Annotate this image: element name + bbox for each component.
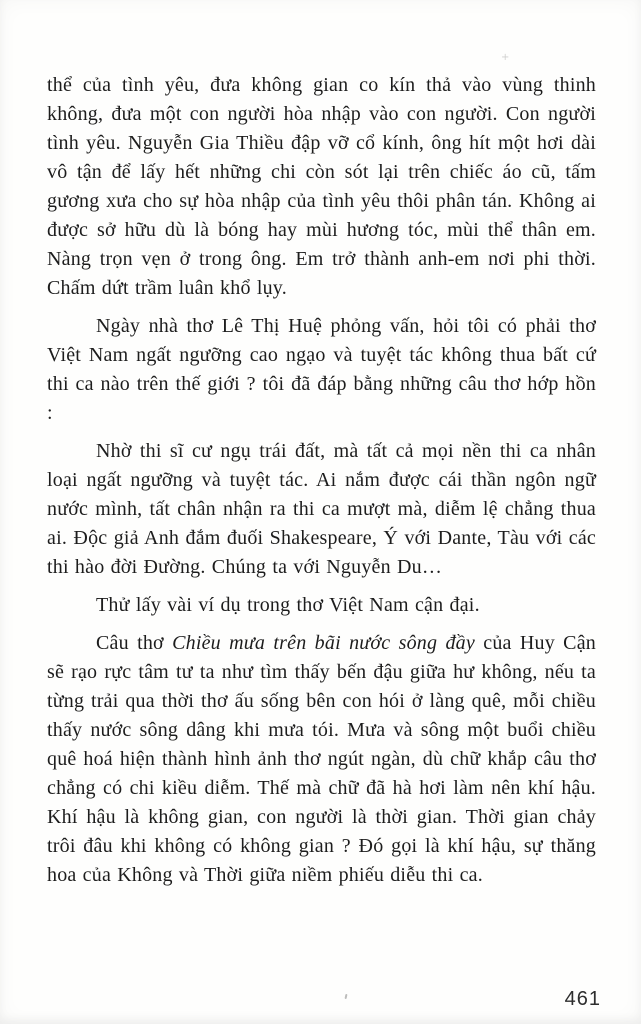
paragraph-interview: Ngày nhà thơ Lê Thị Huệ phỏng vấn, hỏi tôi có phải thơ Việt Nam ngất ngưỡng cao ngạo và tuyệt tác không thua bất cứ thi ca nào trên thế giới ? tôi đã đáp bằng những câu thơ hớp hồn : <box>47 315 596 424</box>
page-number: 461 <box>564 988 601 1010</box>
paragraph-reply: Nhờ thi sĩ cư ngụ trái đất, mà tất cả mọi nền thi ca nhân loại ngất ngưỡng và tuyệt tác. Ai nắm được cái thần ngôn ngữ nước mình, tất chân nhận ra thi ca mượt mà, diễm lệ chẳng thua ai. Độc giả Anh đắm đuối Shakespeare, Ý với Dante, Tàu với các thi hào đời Đường. Chúng ta với Nguyễn Du… <box>47 440 596 578</box>
paragraph-continuation: thể của tình yêu, đưa không gian co kín thả vào vùng thinh không, đưa một con người hòa nhập vào con người. Con người tình yêu. Nguyễn Gia Thiều đập vỡ cổ kính, ông hít một hơi dài vô tận để lấy hết những chi còn sót lại trên chiếc áo cũ, tấm gương xưa cho sự hòa nhập của tình yêu thôi phân tán. Không ai được sở hữu dù là bóng hay mùi hương tóc, mùi thể thân em. Nàng trọn vẹn ở trong ông. Em trở thành anh-em nơi phi thời. Chấm dứt trầm luân khổ lụy. <box>47 74 596 299</box>
italic-verse-quote: Chiều mưa trên bãi nước sông đầy <box>172 632 475 654</box>
paragraph-examples-intro: Thử lấy vài ví dụ trong thơ Việt Nam cận đại. <box>96 594 480 616</box>
verse-lead-in: Câu thơ <box>96 632 173 654</box>
scan-speck-bottom <box>345 994 348 999</box>
verse-commentary: của Huy Cận sẽ rạo rực tâm tư ta như tìm thấy bến đậu giữa hư không, nếu ta từng trải qua thời thơ ấu sống bên con hói ở làng quê, mỗi chiều thấy nước sông dâng khi mưa tói. Mưa và sông một buổi chiều quê hoá hiện thành hình ảnh thơ ngút ngàn, dù chữ khắp câu thơ chẳng có chi kiều diễm. Thế mà chữ đã hà hơi làm nên khí hậu. Khí hậu là không gian, con người là thời gian. Thời gian chảy trôi đâu khi không có không gian ? Đó gọi là khí hậu, sự thăng hoa của Không và Thời giữa niềm phiếu diễu thi ca. <box>47 632 597 886</box>
paragraph-huy-can <box>47 629 596 890</box>
body-text-block <box>47 71 596 899</box>
scan-speck-top: + <box>501 52 510 63</box>
